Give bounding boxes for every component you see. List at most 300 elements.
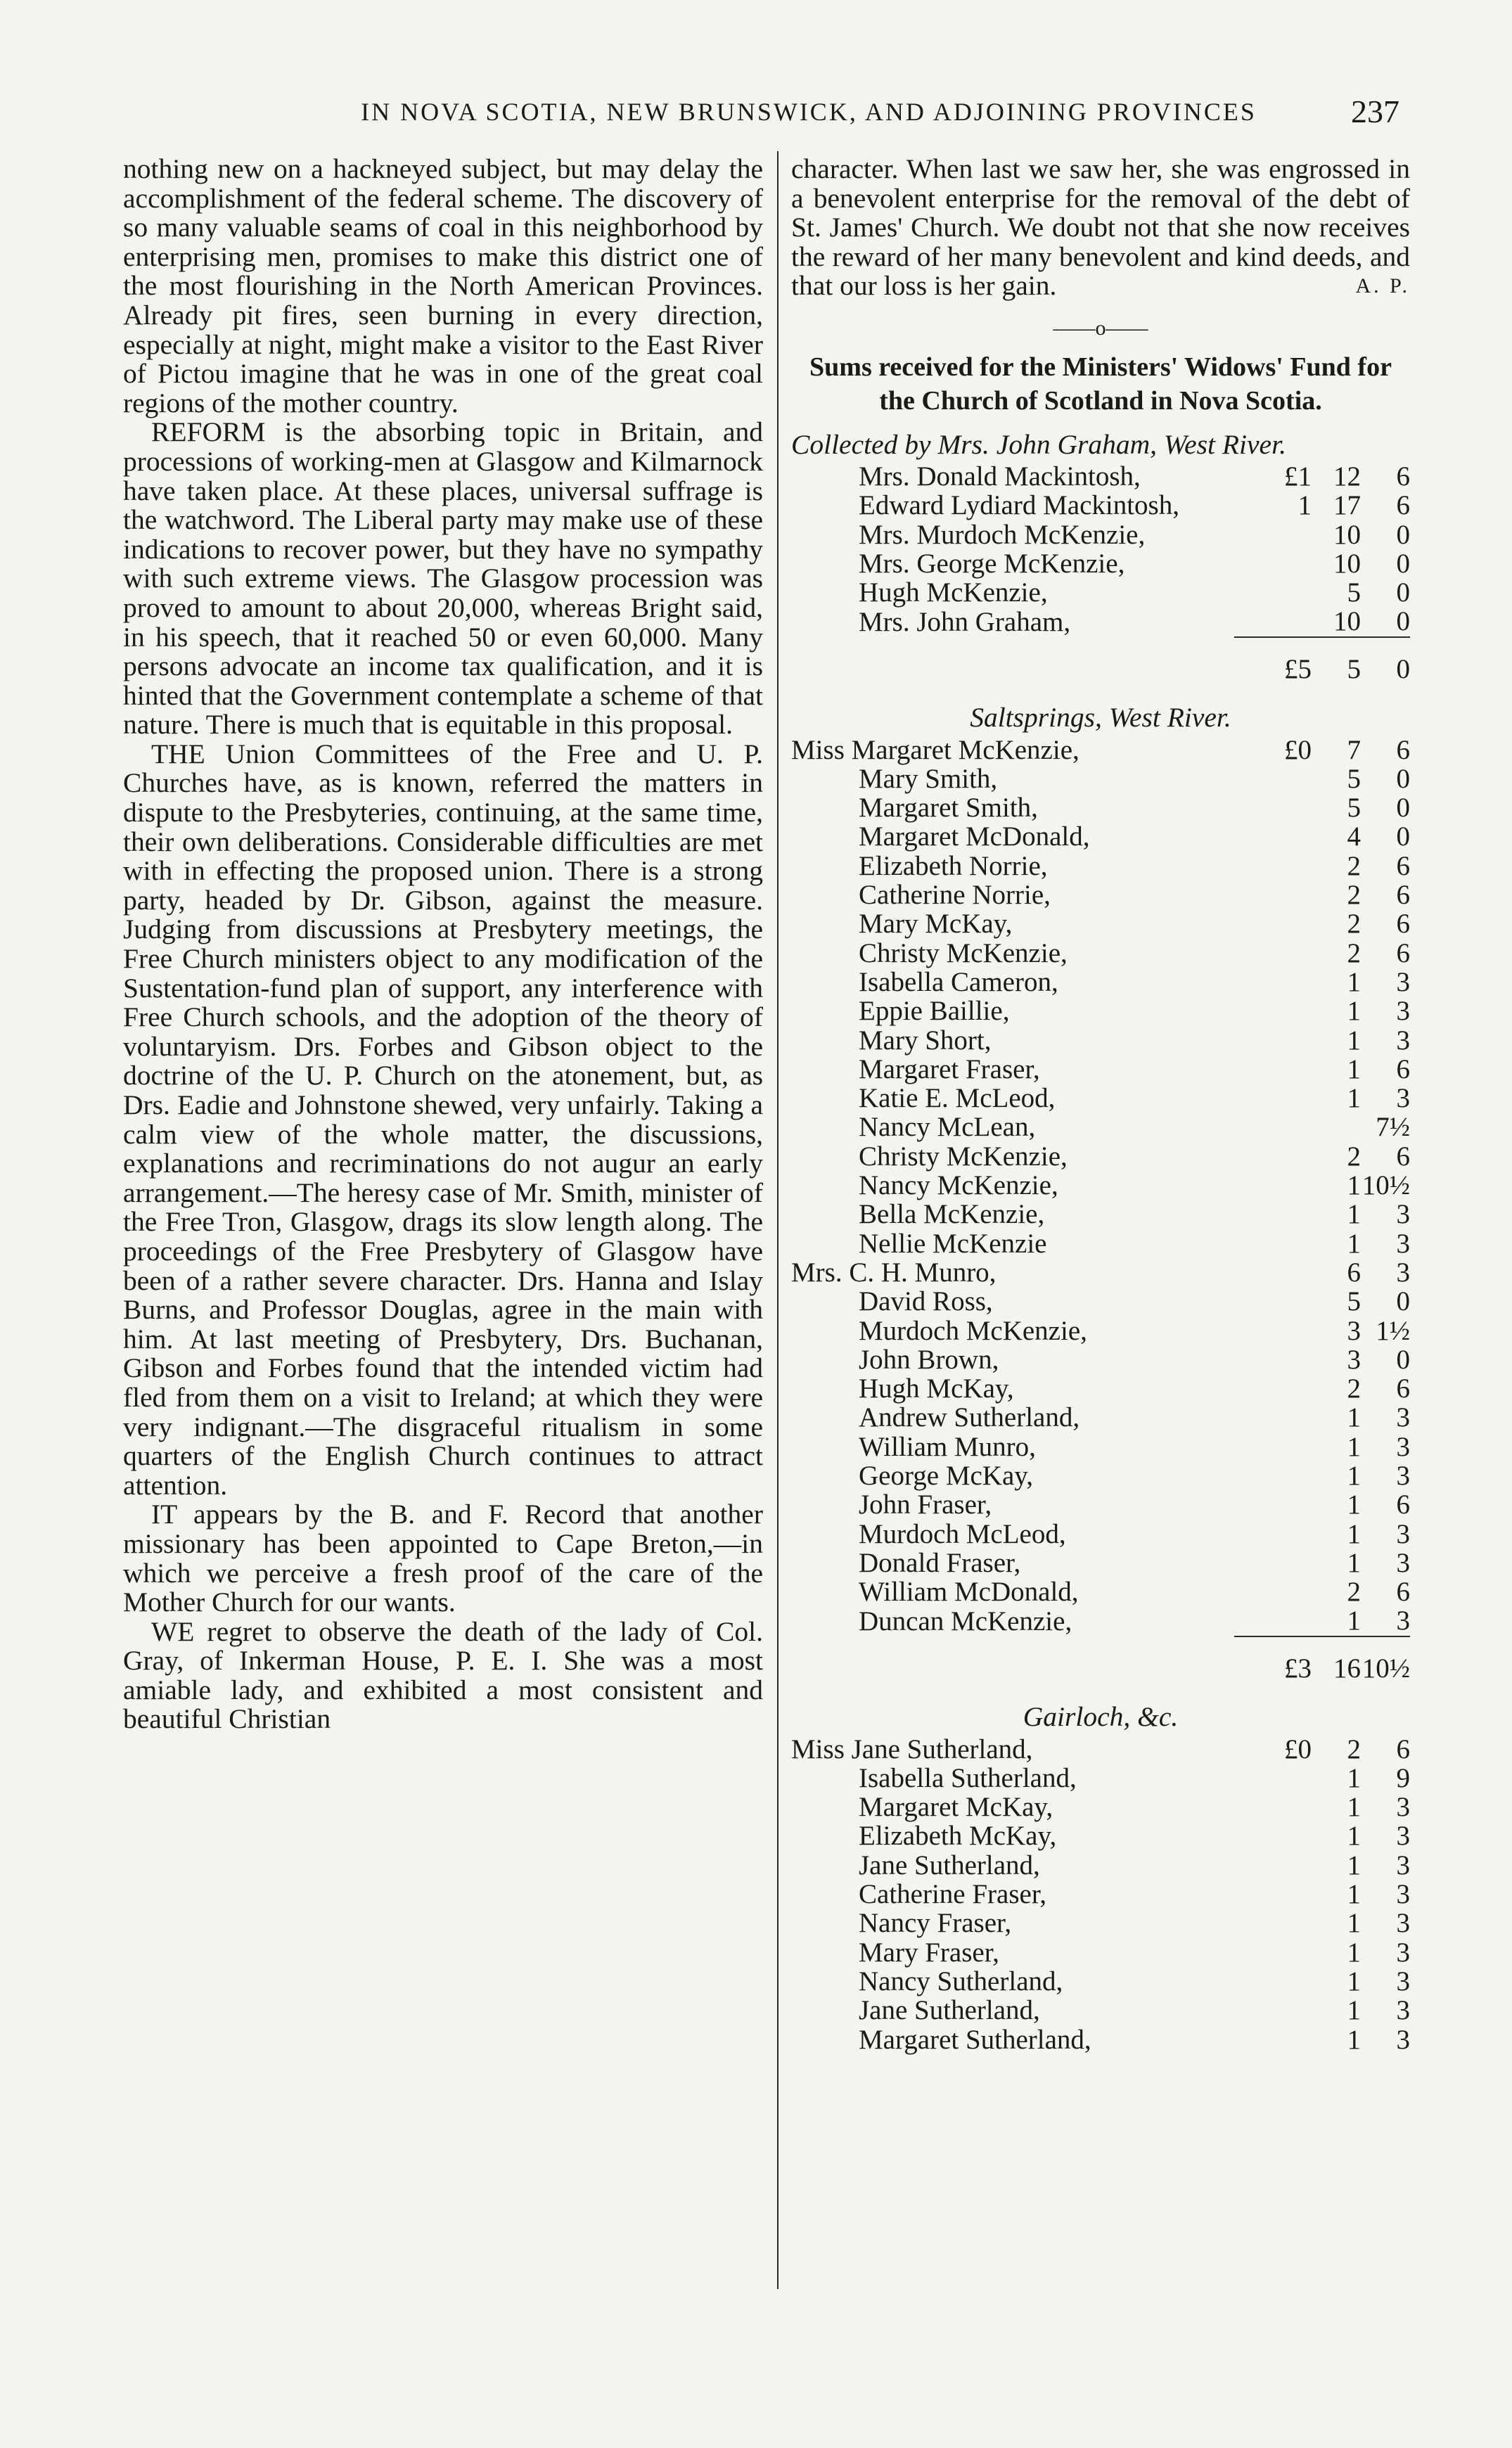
list-item (791, 793, 1410, 822)
amount-shillings: 1 (1347, 1228, 1361, 1259)
amount-pence: 0 (1396, 793, 1410, 824)
amount-pence: 3 (1396, 1402, 1410, 1433)
donor-name (791, 1967, 1234, 1996)
amount-shillings: 1 (1347, 1431, 1361, 1462)
donor-name-text: Mrs. George McKenzie, (859, 548, 1125, 579)
list-item (791, 2025, 1410, 2054)
donor-name-text: Nellie McKenzie (859, 1228, 1047, 1259)
amount-pence: 6 (1396, 461, 1410, 492)
amount-shillings: 1 (1347, 1937, 1361, 1968)
donor-name (791, 764, 1234, 793)
list-item (791, 996, 1410, 1025)
amount-pence: 3 (1396, 1995, 1410, 2026)
donor-name (791, 1764, 1234, 1793)
list-item (791, 1200, 1410, 1229)
amount-shillings: 2 (1347, 880, 1361, 911)
amount-shillings: 1 (1347, 1083, 1361, 1114)
amount-shillings: 5 (1347, 577, 1361, 608)
list-item (791, 968, 1410, 996)
total-pence: 10½ (1361, 1636, 1410, 1690)
donor-name-text: Donald Fraser, (859, 1547, 1021, 1578)
list-item (791, 1026, 1410, 1055)
amount-shillings: 2 (1347, 1577, 1361, 1608)
amount-shillings: 6 (1347, 1257, 1361, 1288)
amount-shillings: 1 (1347, 1606, 1361, 1636)
paragraph-obituary: WE regret to observe the death of the lady of Col. Gray, of Inkerman House, P. E. I. She was a most amiable lady, and exhibited a most consistent and beautiful Christian (123, 1615, 763, 1735)
right-column (791, 155, 1410, 2054)
list-item (791, 1084, 1410, 1113)
list-item (791, 1520, 1410, 1549)
amount-pence: 3 (1396, 1879, 1410, 1910)
amount-pounds (1234, 764, 1312, 793)
amount-pounds (1234, 1938, 1312, 1967)
donor-name-text: Nancy McKenzie, (859, 1170, 1058, 1201)
donor-name-text: Mary McKay, (859, 909, 1013, 940)
amount-shillings: 1 (1347, 1461, 1361, 1491)
amount-pence: 0 (1396, 763, 1410, 794)
donor-name-text: Margaret Sutherland, (859, 2024, 1091, 2055)
amount-shillings: 2 (1347, 1141, 1361, 1172)
donor-title: Miss (791, 1734, 845, 1764)
list-item (791, 1880, 1410, 1909)
amount-pence: 6 (1396, 1489, 1410, 1520)
subscription-table (791, 736, 1410, 1691)
amount-pounds: £1 (1284, 461, 1312, 492)
list-item (791, 939, 1410, 968)
donor-name-text: Nancy Fraser, (859, 1908, 1012, 1939)
amount-shillings: 1 (1347, 1908, 1361, 1939)
total-pounds: £5 (1234, 637, 1312, 691)
amount-pounds (1234, 1577, 1312, 1606)
amount-pounds (1234, 909, 1312, 938)
paragraph-union-committees: THE Union Committees of the Free and U. P. Churches have, as is known, referred the matters in dispute to the Presbyteries, continuing, at the same time, their own deliberations. Considerable difficulties are met with in effecting the proposed union. There is a strong party, headed by Dr. Gibson, against the measure. Judging from discussions at Presbytery meetings, the Free Church ministers object to any modification of the Sustentation-fund plan of support, any interference with Free Church schools, and the adoption of the theory of voluntaryism. Drs. Forbes and Gibson object to the doctrine of the U. P. Church on the atonement, but, as Drs. Eadie and Johnstone shewed, very unfairly. Taking a calm view of the whole matter, the discussions, explanations and recriminations do not augur an early arrangement.—The heresy case of Mr. Smith, minister of the Free Tron, Glasgow, drags its slow length along. The proceedings of the Free Presbytery of Glasgow have been of a rather severe character. Drs. Hanna and Islay Burns, and Professor Douglas, agree in the main with him. At last meeting of Presbytery, Drs. Buchanan, Gibson and Forbes found that the intended victim had fled from them on a visit to Ireland; at which they were very indignant.—The disgraceful ritualism in some quarters of the English Church continues to attract attention. (123, 738, 763, 1501)
amount-pence: 6 (1396, 734, 1410, 765)
amount-pounds (1234, 1113, 1312, 1141)
amount-shillings: 1 (1347, 1199, 1361, 1230)
list-item (791, 1316, 1410, 1345)
amount-pounds (1234, 939, 1312, 968)
donor-name-text: Mrs. John Graham, (859, 606, 1071, 637)
donor-name (791, 1909, 1234, 1937)
amount-pounds (1234, 1258, 1312, 1287)
section-title: Saltsprings, West River. (970, 702, 1231, 733)
amount-shillings: 5 (1347, 1286, 1361, 1317)
amount-pence: 3 (1396, 1518, 1410, 1549)
donor-name-text: Mrs. Murdoch McKenzie, (859, 519, 1146, 550)
donor-name-text: Margaret Fraser, (859, 1053, 1040, 1084)
amount-pounds (1234, 1764, 1312, 1793)
list-item (791, 578, 1410, 607)
donor-name (791, 1374, 1234, 1403)
total-label (791, 1636, 1234, 1690)
amount-shillings: 1 (1347, 1879, 1361, 1910)
amount-pounds (1234, 578, 1312, 607)
donor-title: Miss (791, 734, 845, 765)
amount-shillings: 1 (1347, 1547, 1361, 1578)
donor-name-text: C. H. Munro, (849, 1257, 997, 1288)
list-item (791, 1764, 1410, 1793)
donor-name-text: Christy McKenzie, (859, 937, 1068, 968)
donor-name (791, 1490, 1234, 1519)
total-shillings: 16 (1312, 1636, 1361, 1690)
amount-shillings: 1 (1347, 1025, 1361, 1056)
list-item (791, 607, 1410, 636)
amount-shillings: 1 (1347, 1850, 1361, 1880)
amount-pence: 6 (1396, 1734, 1410, 1764)
donor-name-text: Elizabeth Norrie, (859, 850, 1048, 881)
list-item (791, 1055, 1410, 1084)
amount-pence: 3 (1396, 1792, 1410, 1823)
donor-name-text: Nancy Sutherland, (859, 1966, 1063, 1997)
amount-pounds (1234, 1821, 1312, 1850)
amount-shillings: 4 (1347, 821, 1361, 852)
subscription-lists (791, 430, 1410, 2054)
list-item (791, 1374, 1410, 1403)
donor-name-text: Nancy McLean, (859, 1112, 1036, 1143)
donor-name-text: Catherine Norrie, (859, 880, 1051, 911)
amount-pounds (1234, 1200, 1312, 1229)
donor-name-text: Margaret Smith, (859, 793, 1038, 824)
donor-name (791, 1433, 1234, 1461)
amount-pence: 0 (1396, 1344, 1410, 1375)
donor-name (791, 462, 1234, 491)
amount-pence: 3 (1396, 1461, 1410, 1491)
donor-name (791, 1938, 1234, 1967)
donor-name-text: William McDonald, (859, 1577, 1079, 1608)
donor-name-text: John Fraser, (859, 1489, 992, 1520)
donor-name-text: Elizabeth McKay, (859, 1821, 1057, 1852)
amount-pence: 0 (1396, 606, 1410, 637)
list-item (791, 491, 1410, 520)
list-item (791, 1258, 1410, 1287)
amount-pence: 3 (1396, 1083, 1410, 1114)
amount-pounds (1234, 1433, 1312, 1461)
amount-pence: 6 (1396, 1053, 1410, 1084)
list-item (791, 1403, 1410, 1432)
donor-name (791, 1142, 1234, 1171)
amount-shillings: 2 (1347, 937, 1361, 968)
amount-pounds (1234, 1374, 1312, 1403)
amount-pounds (1234, 1606, 1312, 1636)
list-item (791, 1461, 1410, 1490)
donor-name (791, 1851, 1234, 1880)
amount-pence: 3 (1396, 1228, 1410, 1259)
donor-name (791, 736, 1234, 764)
amount-pence: 3 (1396, 1257, 1410, 1288)
amount-pence: 6 (1396, 1577, 1410, 1608)
amount-pence: 3 (1396, 1431, 1410, 1462)
amount-pence: 6 (1396, 1373, 1410, 1404)
list-item (791, 1851, 1410, 1880)
amount-shillings: 1 (1347, 2024, 1361, 2055)
amount-shillings: 1 (1347, 1792, 1361, 1823)
list-item (791, 520, 1410, 549)
amount-shillings: 10 (1333, 519, 1361, 550)
amount-pence: 3 (1396, 1025, 1410, 1056)
left-column (123, 155, 763, 1734)
list-item (791, 1821, 1410, 1850)
donor-name-text: Murdoch McKenzie, (859, 1315, 1087, 1346)
amount-pence: 0 (1396, 1286, 1410, 1317)
donor-name-text: Eppie Baillie, (859, 996, 1010, 1027)
amount-shillings: 1 (1347, 1995, 1361, 2026)
total-pence: 0 (1361, 637, 1410, 691)
amount-pence: 6 (1396, 850, 1410, 881)
donor-name (791, 1026, 1234, 1055)
donor-name (791, 549, 1234, 578)
list-item (791, 1909, 1410, 1937)
donor-name (791, 1461, 1234, 1490)
amount-pounds (1234, 1996, 1312, 2025)
donor-name (791, 1520, 1234, 1549)
donor-title: Mrs. (791, 1257, 843, 1288)
donor-name-text: Hugh McKay, (859, 1373, 1014, 1404)
total-pounds: £3 (1234, 1636, 1312, 1690)
amount-pounds (1234, 880, 1312, 909)
amount-pence: 3 (1396, 1937, 1410, 1968)
amount-pence: 0 (1396, 821, 1410, 852)
list-item (791, 1793, 1410, 1821)
donor-name (791, 1113, 1234, 1141)
amount-shillings: 1 (1347, 1821, 1361, 1852)
list-item (791, 880, 1410, 909)
donor-name (791, 491, 1234, 520)
amount-pounds: £0 (1284, 1734, 1312, 1764)
donor-name (791, 1171, 1234, 1200)
amount-shillings: 5 (1347, 763, 1361, 794)
amount-pence: 3 (1396, 966, 1410, 997)
amount-pounds (1234, 852, 1312, 880)
amount-pounds (1234, 1026, 1312, 1055)
subscription-table (791, 1735, 1410, 2054)
amount-pounds (1234, 1967, 1312, 1996)
amount-pounds (1234, 1851, 1312, 1880)
amount-pence: 6 (1396, 1141, 1410, 1172)
donor-name (791, 996, 1234, 1025)
donor-name-text: George McKay, (859, 1461, 1033, 1491)
donor-name (791, 852, 1234, 880)
amount-pence: 3 (1396, 1966, 1410, 1997)
amount-pounds (1234, 1490, 1312, 1519)
donor-name (791, 2025, 1234, 2054)
donor-name (791, 1880, 1234, 1909)
amount-pence: 0 (1396, 577, 1410, 608)
amount-pounds (1234, 1287, 1312, 1316)
donor-name (791, 880, 1234, 909)
donor-name-text: Murdoch McLeod, (859, 1518, 1066, 1549)
total-row (791, 1636, 1410, 1690)
donor-name-text: Mary Smith, (859, 763, 998, 794)
amount-pounds (1234, 996, 1312, 1025)
donor-name (791, 1345, 1234, 1374)
amount-shillings: 3 (1347, 1315, 1361, 1346)
amount-shillings: 1 (1347, 1170, 1361, 1201)
list-item (791, 764, 1410, 793)
amount-pounds (1234, 1880, 1312, 1909)
list-item (791, 736, 1410, 764)
amount-shillings: 1 (1347, 1402, 1361, 1433)
amount-shillings: 17 (1333, 490, 1361, 521)
amount-pounds: 1 (1298, 490, 1312, 521)
donor-name-text: Isabella Sutherland, (859, 1762, 1077, 1793)
donor-name-text: Andrew Sutherland, (859, 1402, 1080, 1433)
list-item (791, 1433, 1410, 1461)
amount-pence: 3 (1396, 1821, 1410, 1852)
donor-name-text: Katie E. McLeod, (859, 1083, 1056, 1114)
donor-name (791, 1287, 1234, 1316)
donor-name-text: Christy McKenzie, (859, 1141, 1068, 1172)
amount-shillings: 2 (1347, 909, 1361, 940)
list-item (791, 549, 1410, 578)
list-item (791, 1171, 1410, 1200)
donor-name-text: Edward Lydiard Mackintosh, (859, 490, 1179, 521)
amount-pence: 6 (1396, 880, 1410, 911)
donor-name (791, 968, 1234, 996)
donor-name (791, 578, 1234, 607)
donor-name (791, 1735, 1234, 1764)
amount-shillings: 12 (1333, 461, 1361, 492)
amount-shillings: 3 (1347, 1344, 1361, 1375)
amount-pounds (1234, 1171, 1312, 1200)
donor-name-text: Margaret McDonald, (859, 821, 1090, 852)
list-item (791, 462, 1410, 491)
amount-shillings: 2 (1347, 1373, 1361, 1404)
amount-pounds (1234, 1520, 1312, 1549)
amount-pence: 6 (1396, 937, 1410, 968)
amount-pounds (1234, 968, 1312, 996)
column-rule (777, 151, 779, 2289)
amount-pounds (1234, 1142, 1312, 1171)
donor-name (791, 1549, 1234, 1577)
amount-pounds (1234, 1549, 1312, 1577)
list-item (791, 1938, 1410, 1967)
donor-name (791, 1229, 1234, 1258)
amount-shillings: 10 (1333, 548, 1361, 579)
amount-pence: 3 (1396, 2024, 1410, 2055)
amount-shillings: 7 (1347, 734, 1361, 765)
list-item (791, 909, 1410, 938)
section-title: Gairloch, &c. (1023, 1701, 1179, 1733)
list-item (791, 1287, 1410, 1316)
donor-name (791, 1403, 1234, 1432)
amount-pence: 3 (1396, 1606, 1410, 1636)
amount-pence: 6 (1396, 490, 1410, 521)
donor-name-text: Catherine Fraser, (859, 1879, 1047, 1910)
fund-heading: Sums received for the Ministers' Widows' Fund for the Church of Scotland in Nova Scotia. (809, 352, 1392, 416)
amount-pence: 7½ (1376, 1112, 1410, 1143)
donor-name (791, 1793, 1234, 1821)
donor-name-text: David Ross, (859, 1286, 993, 1317)
amount-pounds (1234, 1909, 1312, 1937)
list-item (791, 1345, 1410, 1374)
donor-name (791, 607, 1234, 636)
donor-name (791, 1821, 1234, 1850)
donor-name (791, 1996, 1234, 2025)
amount-shillings: 1 (1347, 1518, 1361, 1549)
donor-name-text: Mary Short, (859, 1025, 992, 1056)
donor-name-text: Margaret McKenzie, (851, 734, 1079, 765)
list-item (791, 1142, 1410, 1171)
amount-shillings: 1 (1347, 1489, 1361, 1520)
amount-shillings: 1 (1347, 1053, 1361, 1084)
obituary-continuation (791, 155, 1410, 301)
amount-pounds (1234, 1229, 1312, 1258)
amount-pence: 3 (1396, 1199, 1410, 1230)
amount-pounds (1234, 520, 1312, 549)
donor-name-text: Jane Sutherland, (859, 1850, 1040, 1880)
amount-pounds (1234, 549, 1312, 578)
amount-pounds (1234, 1084, 1312, 1113)
donor-name-text: Duncan McKenzie, (859, 1606, 1072, 1636)
page-number: 237 (1351, 94, 1399, 129)
section-divider: ——o—— (1053, 316, 1148, 340)
donor-name-text: Jane Sutherland, (851, 1734, 1033, 1764)
list-item (791, 1229, 1410, 1258)
amount-shillings: 2 (1347, 1734, 1361, 1764)
amount-pence: 9 (1396, 1762, 1410, 1793)
list-item (791, 1577, 1410, 1606)
section-title: Collected by Mrs. John Graham, West River. (791, 428, 1286, 460)
running-title: IN NOVA SCOTIA, NEW BRUNSWICK, AND ADJOINING PROVINCES (361, 98, 1257, 126)
amount-pence: 3 (1396, 1908, 1410, 1939)
list-item (791, 1490, 1410, 1519)
donor-name-text: Bella McKenzie, (859, 1199, 1045, 1230)
subscription-table (791, 462, 1410, 691)
donor-name-text: Mary Fraser, (859, 1937, 999, 1968)
amount-pounds: £0 (1284, 734, 1312, 765)
donor-name-text: Margaret McKay, (859, 1792, 1053, 1823)
donor-name (791, 793, 1234, 822)
amount-pounds (1234, 1345, 1312, 1374)
list-item (791, 852, 1410, 880)
paragraph-reform: REFORM is the absorbing topic in Britain, and processions of working-men at Glasgow and Kilmarnock have taken place. At these places, universal suffrage is the watchword. The Liberal party may make use of these indications to recover power, but they have no sympathy with such extreme views. The Glasgow procession was proved to amount to about 20,000, whereas Bright said, in his speech, that it reached 50 or even 60,000. Many persons advocate an income tax qualification, and it is hinted that the Government contemplate a scheme of that nature. There is much that is equitable in this proposal. (123, 416, 763, 741)
donor-name (791, 909, 1234, 938)
amount-pounds (1234, 1316, 1312, 1345)
amount-pence: 3 (1396, 1850, 1410, 1880)
amount-shillings: 1 (1347, 996, 1361, 1027)
donor-name (791, 520, 1234, 549)
amount-pence: 0 (1396, 548, 1410, 579)
amount-shillings: 1 (1347, 966, 1361, 997)
amount-pounds (1234, 1055, 1312, 1084)
paragraph-coal: nothing new on a hackneyed subject, but may delay the accomplishment of the federal scheme. The discovery of so many valuable seams of coal in this neighborhood by enterprising men, promises to make this district one of the most flourishing in the North American Provinces. Already pit fires, seen burning in every direction, especially at night, might make a visitor to the East River of Pictou imagine that he was in one of the great coal regions of the mother country. (123, 153, 763, 418)
amount-pounds (1234, 1403, 1312, 1432)
list-item (791, 1549, 1410, 1577)
donor-name-text: William Munro, (859, 1431, 1036, 1462)
donor-name (791, 1055, 1234, 1084)
page-header (0, 84, 1512, 134)
list-item (791, 1735, 1410, 1764)
amount-pounds (1234, 822, 1312, 851)
paragraph-missionary: IT appears by the B. and F. Record that another missionary has been appointed to Cape Breton,—in which we perceive a fresh proof of the care of the Mother Church for our wants. (123, 1499, 763, 1618)
donor-name-text: John Brown, (859, 1344, 999, 1375)
amount-shillings (1312, 1113, 1361, 1141)
donor-name (791, 822, 1234, 851)
amount-pounds (1234, 1461, 1312, 1490)
list-item (791, 1606, 1410, 1636)
list-item (791, 1113, 1410, 1141)
amount-shillings: 10 (1333, 606, 1361, 637)
list-item (791, 1996, 1410, 2025)
donor-name (791, 1200, 1234, 1229)
amount-pence: 10½ (1362, 1170, 1410, 1201)
amount-pence: 6 (1396, 909, 1410, 940)
amount-pence: 1½ (1376, 1315, 1410, 1346)
amount-pence: 3 (1396, 996, 1410, 1027)
amount-pence: 3 (1396, 1547, 1410, 1578)
amount-pounds (1234, 1793, 1312, 1821)
donor-name (791, 1316, 1234, 1345)
